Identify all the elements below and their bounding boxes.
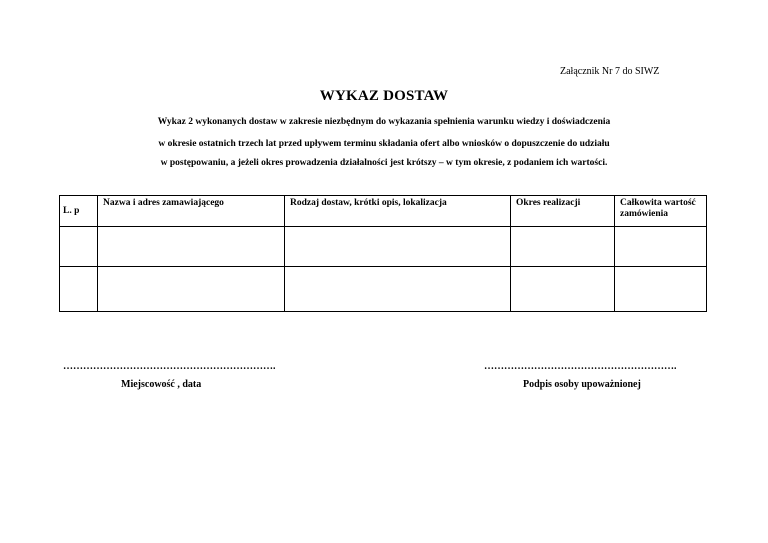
table-cell[interactable]	[60, 227, 98, 267]
table-cell[interactable]	[285, 227, 511, 267]
table-cell[interactable]	[615, 227, 707, 267]
description-line-3: w postępowaniu, a jeżeli okres prowadzenia działalności jest krótszy – w tym okresie, z podaniem ich wartości.	[160, 158, 608, 168]
table-cell[interactable]	[511, 267, 615, 312]
table-row	[60, 267, 707, 312]
table-cell[interactable]	[285, 267, 511, 312]
table-cell[interactable]	[60, 267, 98, 312]
header-period: Okres realizacji	[511, 196, 615, 227]
table-cell[interactable]	[98, 227, 285, 267]
place-date-dotted-line: ……………………………………………………….	[63, 361, 276, 372]
document-title: WYKAZ DOSTAW	[319, 88, 449, 104]
annex-label: Załącznik Nr 7 do SIWZ	[560, 66, 660, 77]
header-delivery-type: Rodzaj dostaw, krótki opis, lokalizacja	[285, 196, 511, 227]
signature-label: Podpis osoby upoważnionej	[523, 379, 641, 390]
signature-dotted-line: ………………………………………………….	[484, 361, 677, 372]
description-line-1: Wykaz 2 wykonanych dostaw w zakresie niezbędnym do wykazania spełnienia warunku wiedzy i doświadczenia	[157, 117, 611, 127]
header-lp: L. p	[60, 196, 98, 227]
header-total-value: Całkowita wartość zamówienia	[615, 196, 707, 227]
table-cell[interactable]	[511, 227, 615, 267]
table-cell[interactable]	[98, 267, 285, 312]
place-date-label: Miejscowość , data	[121, 379, 202, 390]
header-client-name-address: Nazwa i adres zamawiającego	[98, 196, 285, 227]
table-cell[interactable]	[615, 267, 707, 312]
table-row	[60, 227, 707, 267]
description-line-2: w okresie ostatnich trzech lat przed upływem terminu składania ofert albo wniosków o dopuszczenie do udziału	[158, 139, 610, 149]
table-header-row	[60, 196, 707, 227]
deliveries-table	[59, 195, 707, 312]
